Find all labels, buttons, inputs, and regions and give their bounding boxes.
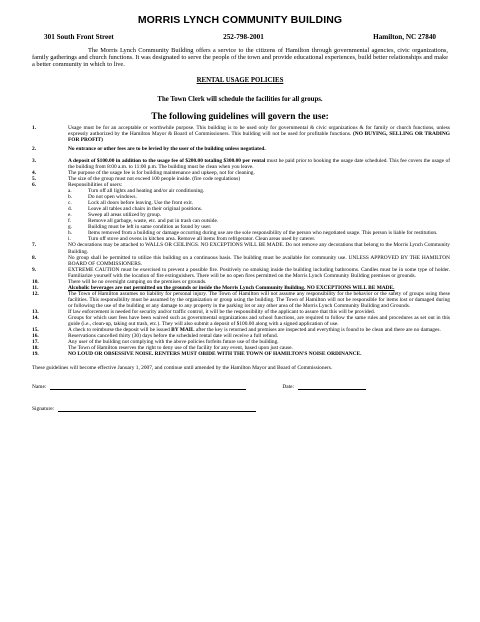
rule-text: A deposit of $100.00 in addition to the usage fee of $200.00 totaling $300.00 per rental must be paid prior to booking the usage date scheduled. This fee covers the usage of the building from 8:00 a.m. to 11:00 p.m. The building must be clean when you leave. [68, 157, 450, 170]
rule-text: No entrance or other fees are to be levied by the user of the building unless negotiated. [68, 145, 266, 152]
phone-number: 252-798-2001 [223, 33, 264, 41]
rule-text: NO LOUD OR OBSESSIVE NOISE. RENTERS MUST OBIDE WITH THE TOWN OF HAMILTON'S NOISE ORDINANCE. [68, 351, 362, 358]
rule-number: 11. [32, 284, 39, 291]
rule-text: There will be no overnight camping on the premises or grounds. [68, 278, 207, 285]
responsibility-item: d. Leave all tables and chairs in their original positions. [68, 206, 203, 213]
rule-number: 4. [32, 169, 37, 176]
rule-text: The Town of Hamilton reserves the right to deny use of the facility for any event, based upon just cause. [68, 345, 293, 352]
rule-item [32, 125, 450, 143]
responsibility-item: c. Lock all doors before leaving. Use the front exit. [68, 200, 194, 207]
responsibility-item: g. Building must be left in same condition as found by user. [68, 224, 212, 231]
clerk-notice: The Town Clerk will schedule the facilities for all groups. [157, 95, 323, 103]
rule-number: 2. [32, 145, 37, 152]
rule-item [32, 158, 450, 170]
responsibility-item: i. Turn off stove and ovens in kitchen area. Remove all items from refrigerator. Clean areas used by caterer. [68, 236, 316, 243]
date-label: Date: [282, 383, 295, 390]
rule-number: 12. [32, 290, 39, 297]
rule-number: 5. [32, 175, 37, 182]
rule-number: 6. [32, 181, 37, 188]
street-address: 301 South Front Street [44, 33, 114, 41]
rule-text: Groups for which user fees have been waived such as governmental organizations and school functions, are required to follow the same rules and procedures as set out in this guide (i.e., clean-up, taking out trash, etc.). They will also submit a deposit of $100.00 along with a signed application of use. [68, 315, 450, 328]
responsibility-item: a. Turn off all lights and heating and/or air conditioning. [68, 188, 205, 195]
rule-text: The purpose of the usage fee is for building maintenance and upkeep, not for cleaning. [68, 169, 255, 176]
rule-item [32, 351, 450, 357]
rule-number: 19. [32, 351, 39, 358]
signature-field[interactable] [58, 406, 256, 412]
rule-number: 8. [32, 254, 37, 261]
address-line [20, 33, 460, 41]
rule-text: A check to reimburse the deposit will be issued BY MAIL after the key is returned and premises are inspected and everything is found to be clean and there are no damages. [68, 327, 441, 334]
rule-text: The Town of Hamilton assumes no liability for personal injury. The Town of Hamilton will not assume any responsibility for the behavior or the safety of groups using these facilities. This responsibility must be assumed by the organization or group using the building. The Town of Hamilton will not be responsible for items lost or damaged during or following the use of the building or any damage to any property in the parking lot or any other area of the Morris Lynch Community Building and Grounds. [68, 290, 450, 309]
responsibility-item: e. Sweep all areas utilized by group. [68, 212, 162, 219]
rule-item [32, 146, 450, 152]
guidelines-heading: The following guidelines will govern the use: [151, 111, 329, 122]
rule-item [32, 255, 450, 267]
rule-text: Responsibilities of users: a. Turn off all lights and heating and/or air conditioning. b. Do not open windows. c. Lock all doors before leaving. Use the front exit. d. Leave all tables and chairs in their original positions. e. Sweep all areas utilized by group. f. Remove all garbage, waste, etc. and put in trash can outside. g. Building must be left in same condition as found by user. h. Items removed from a building or damage occurring during use are the sole responsibility of the person who negotiated usage. This person is liable for restitution. i. Turn off stove and ovens in kitchen area. Remove all items from refrigerator. Clean areas used by caterer. [68, 182, 450, 242]
rule-number: 17. [32, 339, 39, 346]
rule-text: If law enforcement is needed for security and/or traffic control, it will be the responsibility of the applicant to assure that this will be provided. [68, 308, 376, 315]
rule-text: EXTREME CAUTION must be exercised to prevent a possible fire. Positively no smoking inside the building including bathrooms. Candles must be in some type of holder. Familiarize yourself with the location of fire extinguishers. There will be no open fires permitted on the Morris Lynch Community Building premises or grounds. [68, 266, 450, 279]
name-field[interactable] [50, 384, 246, 390]
rule-number: 1. [32, 124, 37, 131]
rule-text: Any user of the building not complying with the above policies forfeits future use of the building. [68, 339, 279, 346]
rule-number: 13. [32, 308, 39, 315]
rule-item [32, 242, 450, 254]
date-field[interactable] [298, 384, 366, 390]
rule-text: Alcoholic beverages are not permitted on the grounds or inside the Morris Lynch Community Building. NO EXCEPTIONS WILL BE MADE. [68, 284, 395, 291]
rule-number: 7. [32, 242, 37, 249]
rules-list [32, 125, 450, 358]
rule-number: 15. [32, 327, 39, 334]
rule-text: No group shall be permitted to utilize this building on a continuous basis. The building must be available for community use. UNLESS APPROVED BY THE HAMILTON BOARD OF COMMISSIONERS. [68, 254, 450, 267]
rule-number: 18. [32, 345, 39, 352]
name-date-row [32, 384, 448, 390]
rule-number: 16. [32, 333, 39, 340]
name-label: Name: [32, 383, 47, 390]
intro-paragraph: The Morris Lynch Community Building offers a service to the citizens of Hamilton through governmental agencies, civic organizations, family gatherings and church functions. It was designated to serve the people of the town and provide educational experiences, build better relationships and make a better community in which to live. [32, 47, 448, 69]
rule-number: 9. [32, 266, 37, 273]
responsibility-item: f. Remove all garbage, waste, etc. and put in trash can outside. [68, 218, 219, 225]
rule-item [32, 315, 450, 327]
rule-item [32, 267, 450, 279]
rule-number: 14. [32, 315, 39, 322]
rule-number: 10. [32, 278, 39, 285]
rule-number: 3. [32, 157, 37, 164]
rule-item [32, 182, 450, 242]
rule-item [32, 291, 450, 309]
document-title: MORRIS LYNCH COMMUNITY BUILDING [137, 14, 343, 26]
city-state-zip: Hamilton, NC 27840 [373, 33, 436, 41]
rule-text: The size of the group must not exceed 100 people inside. (fire code regulations) [68, 175, 241, 182]
rule-text: Reservations cancelled thirty (30) days before the scheduled rental date will receive a full refund. [68, 333, 278, 340]
responsibility-item: b. Do not open windows. [68, 194, 137, 201]
signature-label: Signature: [32, 405, 55, 412]
effective-date-notice: These guidelines will become effective January 1, 2007, and continue until amended by the Hamilton Mayor and Board of Commissioners. [32, 365, 333, 372]
responsibility-item: h. Items removed from a building or damage occurring during use are the sole responsibility of the person who negotiated usage. This person is liable for restitution. [68, 230, 438, 237]
rule-text: NO decorations may be attached to WALLS OR CEILINGS. NO EXCEPTIONS WILL BE MADE. Do not remove any decorations that belong to the Morris Lynch Community Building. [68, 242, 450, 255]
policies-heading: RENTAL USAGE POLICIES [196, 76, 284, 84]
signature-row [32, 406, 448, 412]
rule-text: Usage must be for an acceptable or worthwhile purpose. This building is to be used only for governmental & civic organizations & for family or church functions, unless expressly authorized by the Hamilton Mayor & Board of Commissioners. This building will not be used for profitable functions. (NO BUYING, SELLING OR TRADING FOR PROFIT) [68, 124, 450, 143]
